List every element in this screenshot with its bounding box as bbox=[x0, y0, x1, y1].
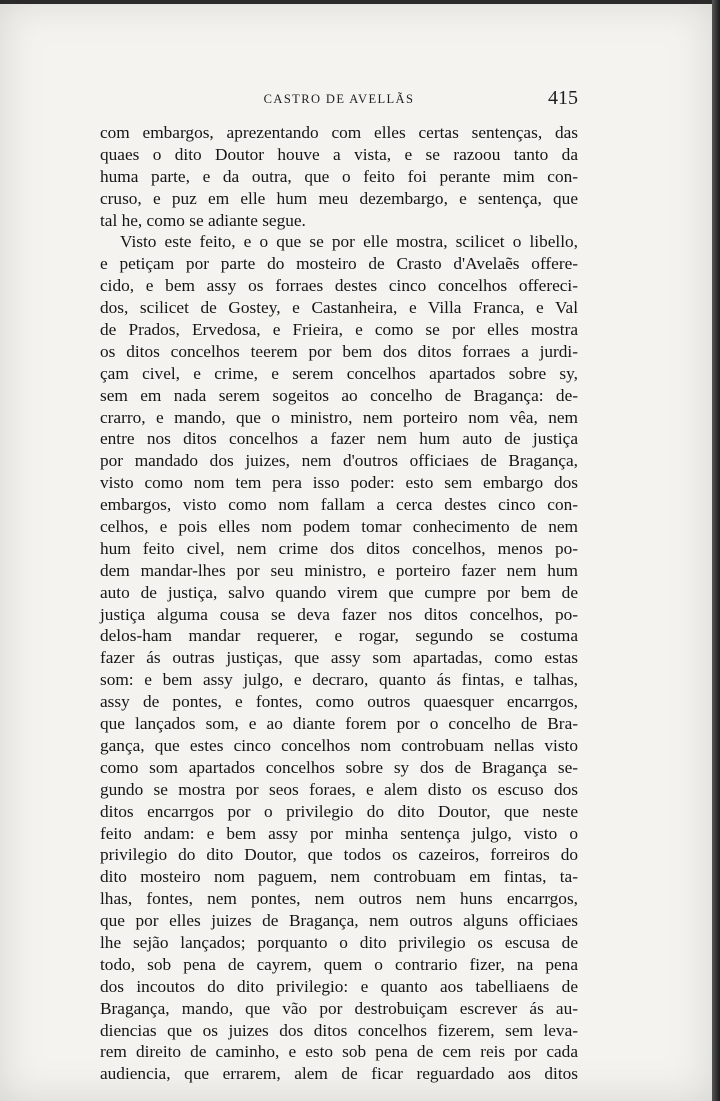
text-line: diencias que os juizes dos ditos concelhos fizerem, sem leva- bbox=[100, 1020, 578, 1040]
text-line: dos, scilicet de Gostey, e Castanheira, e Villa Franca, e Val bbox=[100, 298, 578, 318]
body-text bbox=[100, 122, 578, 1085]
text-line: audiencia, que errarem, alem de ficar reguardado aos ditos bbox=[100, 1064, 578, 1084]
text-line: cido, e bem assy os forraes destes cinco concelhos offereci- bbox=[100, 276, 578, 296]
text-line: que lançados som, e ao diante forem por o concelho de Bra- bbox=[100, 714, 578, 734]
text-line: hum feito civel, nem crime dos ditos concelhos, menos po- bbox=[100, 538, 578, 558]
text-line: huma parte, e da outra, que o feito foi perante mim con- bbox=[100, 166, 578, 186]
text-line: lhas, fontes, nem pontes, nem outros nem huns encarrgos, bbox=[100, 889, 578, 909]
text-line: e petiçam por parte do mosteiro de Crasto d'Avelaẽs offere- bbox=[100, 254, 578, 274]
text-line: rem direito de caminho, e esto sob pena de cem reis por cada bbox=[100, 1042, 578, 1062]
page-header bbox=[100, 88, 578, 112]
text-line: çam civel, e crime, e serem concelhos apartados sobre sy, bbox=[100, 363, 578, 383]
text-line: assy de pontes, e fontes, como outros quaesquer encarrgos, bbox=[100, 692, 578, 712]
text-line: sem em nada serem sogeitos ao concelho de Bragança: de- bbox=[100, 385, 578, 405]
text-line: gundo se mostra por seos foraes, e alem disto os escuso dos bbox=[100, 779, 578, 799]
text-line: justiça alguma cousa se deva fazer nos ditos concelhos, po- bbox=[100, 604, 578, 624]
text-line: visto como nom tem pera isso poder: esto sem embargo dos bbox=[100, 473, 578, 493]
text-line: lhe sejão lançados; porquanto o dito privilegio os escusa de bbox=[100, 932, 578, 952]
text-line: delos-ham mandar requerer, e rogar, segundo se costuma bbox=[100, 626, 578, 646]
paragraph-start-line: Visto este feito, e o que se por elle mostra, scilicet o libello, bbox=[120, 232, 578, 252]
text-line: som: e bem assy julgo, e decraro, quanto ás fintas, e talhas, bbox=[100, 670, 578, 690]
page-number: 415 bbox=[548, 87, 578, 109]
paragraph-end-line: tal he, como se adiante segue. bbox=[100, 210, 306, 230]
text-line: cruso, e puz em elle hum meu dezembargo, e sentença, que bbox=[100, 188, 578, 208]
text-line: celhos, e pois elles nom podem tomar conhecimento de nem bbox=[100, 517, 578, 537]
text-line: dito mosteiro nom paguem, nem controbuam em fintas, ta- bbox=[100, 867, 578, 887]
text-line: de Prados, Ervedosa, e Frieira, e como se por elles mostra bbox=[100, 320, 578, 340]
text-line: crarro, e mando, que o ministro, nem porteiro nom vêa, nem bbox=[100, 407, 578, 427]
text-line: privilegio do dito Doutor, que todos os cazeiros, forreiros do bbox=[100, 845, 578, 865]
text-line: auto de justiça, salvo quando virem que cumpre por bem de bbox=[100, 582, 578, 602]
text-line: todo, sob pena de cayrem, quem o contrario fizer, na pena bbox=[100, 954, 578, 974]
running-head: CASTRO DE AVELLÃS bbox=[263, 92, 415, 106]
text-line: como som apartados concelhos sobre sy dos de Bragança se- bbox=[100, 757, 578, 777]
text-line: Bragança, mando, que vão por destrobuiçam escrever ás au- bbox=[100, 998, 578, 1018]
text-line: ditos encarrgos por o privilegio do dito Doutor, que neste bbox=[100, 801, 578, 821]
scan-edge-right bbox=[712, 0, 720, 1101]
text-line: que por elles juizes de Bragança, nem outros alguns officiaes bbox=[100, 911, 578, 931]
scan-edge-top bbox=[0, 0, 720, 4]
text-line: gança, que estes cinco concelhos nom controbuam nellas visto bbox=[100, 735, 578, 755]
text-line: por mandado dos juizes, nem d'outros officiaes de Bragança, bbox=[100, 451, 578, 471]
text-line: os ditos concelhos teerem por bem dos ditos forraes a jurdi- bbox=[100, 341, 578, 361]
text-line: entre nos ditos concelhos a fazer nem hum auto de justiça bbox=[100, 429, 578, 449]
text-line: fazer ás outras justiças, que assy som apartadas, como estas bbox=[100, 648, 578, 668]
text-line: embargos, visto como nom fallam a cerca destes cinco con- bbox=[100, 495, 578, 515]
text-line: feito andam: e bem assy por minha sentença julgo, visto o bbox=[100, 823, 578, 843]
text-line: dem mandar-lhes por seu ministro, e porteiro fazer nem hum bbox=[100, 560, 578, 580]
text-line: dos incoutos do dito privilegio: e quanto aos tabelliaens de bbox=[100, 976, 578, 996]
text-line: quaes o dito Doutor houve a vista, e se razoou tanto da bbox=[100, 144, 578, 164]
text-line: com embargos, aprezentando com elles certas sentenças, das bbox=[100, 123, 578, 142]
